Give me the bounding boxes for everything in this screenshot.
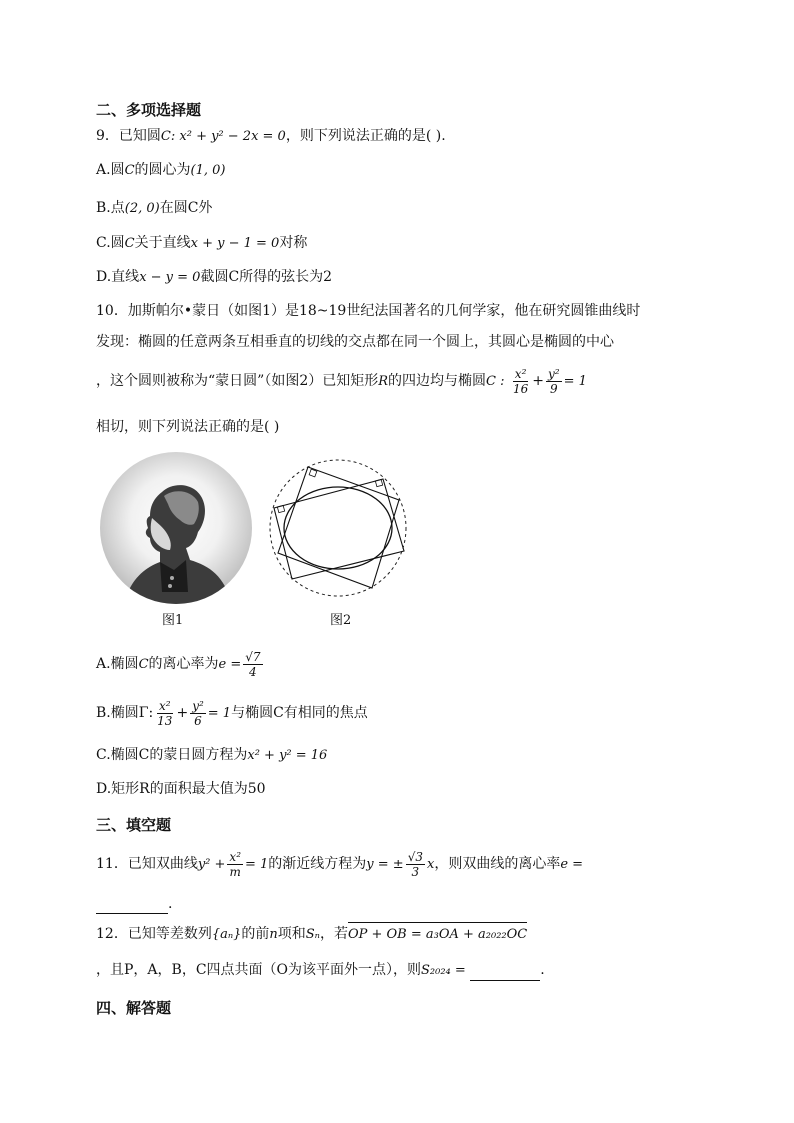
- option-math: (1, 0): [190, 163, 226, 178]
- option-text: 关于直线: [134, 235, 191, 251]
- option-math: x − y = 0: [139, 270, 201, 285]
- q9-equation: : x² + y² − 2x = 0: [170, 129, 286, 144]
- gamma-fraction-y: $\frac{\text{y²}}{6}$: [192, 698, 204, 728]
- q9-option-c: [96, 233, 307, 254]
- q11-asymptote-fraction: $\frac{√3}{3}$: [407, 849, 423, 879]
- q9-tail: ，则下列说法正确的是( ).: [285, 128, 446, 144]
- option-label: B.椭圆Γ:: [96, 705, 154, 721]
- q12-text: 的前: [241, 926, 270, 942]
- q9-option-d: [96, 267, 332, 288]
- option-label: A.椭圆: [96, 656, 139, 672]
- q10-text: 的四边均与椭圆: [388, 373, 487, 389]
- q10-var-c: C :: [486, 374, 505, 389]
- q10-option-c: [96, 745, 327, 766]
- q9-circle-name: C: [160, 129, 171, 144]
- option-label: D.直线: [96, 269, 140, 285]
- rectangle-r: [274, 479, 404, 579]
- q11-text: 11．已知双曲线: [96, 856, 198, 872]
- question-9-stem: [96, 126, 446, 147]
- ellipse-rhs: = 1: [563, 374, 587, 389]
- q10-figures: [96, 452, 426, 632]
- q11-text: 的渐近线方程为: [268, 856, 367, 872]
- q11-math: = 1: [245, 857, 269, 872]
- question-11: [96, 846, 583, 883]
- option-math: = 1: [207, 706, 232, 721]
- option-math: e =: [218, 657, 242, 672]
- option-label: A.圆: [96, 162, 125, 178]
- q10-option-b: B.椭圆Γ: $\frac{\text{x²}}{13}$ + $\frac{\text{y²}}{6}$ = 1与椭圆C有相同的焦点: [96, 698, 368, 728]
- option-math: (2, 0): [124, 201, 160, 216]
- option-text: 在圆C外: [159, 200, 213, 216]
- q12-answer-blank[interactable]: [470, 966, 540, 981]
- option-var: C: [124, 163, 135, 178]
- portrait-silhouette-icon: [100, 452, 252, 604]
- option-text: 与椭圆C有相同的焦点: [231, 705, 368, 721]
- q11-math: y = ±: [366, 857, 404, 872]
- option-math: x + y − 1 = 0: [190, 236, 280, 251]
- q11-fraction: $\frac{\text{x²}}{m}$: [229, 849, 241, 879]
- q11-answer-blank[interactable]: [96, 899, 168, 914]
- q12-text: ，且P，A，B，C四点共面（O为该平面外一点），则: [96, 962, 422, 978]
- q12-text: 12．已知等差数列: [96, 926, 212, 942]
- ellipse-fraction-x: $\frac{\text{x²}}{16}$: [512, 366, 529, 396]
- figure-2-caption: 图2: [330, 613, 352, 628]
- q10-option-a: [96, 646, 265, 683]
- option-text: 截圆C所得的弦长为2: [200, 269, 333, 285]
- q12-vector-equation: OP + OB = a₃OA + a₂₀₂₂OC: [348, 925, 527, 945]
- option-label: C.圆: [96, 235, 125, 251]
- question-12-line-1: [96, 924, 527, 945]
- section-title-solutions: 四、解答题: [96, 999, 172, 1017]
- option-math: x² + y² = 16: [247, 748, 328, 763]
- q11-math: e =: [560, 857, 584, 872]
- question-12-line-2: ，且P，A，B，C四点共面（O为该平面外一点），则S₂₀₂₄ = .: [96, 960, 545, 981]
- section-title-multiple-choice: 二、多项选择题: [96, 101, 202, 119]
- q10-var-r: R: [378, 374, 389, 389]
- ellipse-c: [284, 487, 392, 569]
- section-title-fill-in: 三、填空题: [96, 816, 172, 834]
- option-text: 的圆心为: [134, 162, 191, 178]
- q9-option-a: [96, 160, 225, 181]
- q9-option-b: [96, 198, 212, 219]
- q11-math: y² +: [197, 857, 226, 872]
- q12-math: S₂₀₂₄ =: [421, 963, 466, 978]
- q10-line-1: 10．加斯帕尔•蒙日（如图1）是18~19世纪法国著名的几何学家，他在研究圆锥曲线时: [96, 303, 641, 319]
- q11-text: ，则双曲线的离心率: [434, 856, 561, 872]
- option-text: 对称: [279, 235, 308, 251]
- ellipse-fraction-y: $\frac{\text{y²}}{9}$: [547, 366, 560, 396]
- q10-line-3: ，这个圆则被称为“蒙日圆”（如图2）已知矩形R的四边均与椭圆C : $\frac{\text{x²}}{16}$ + $\frac{\text{y²}}{9}$ = 1: [96, 366, 587, 396]
- q10-line-4: 相切，则下列说法正确的是( ): [96, 419, 280, 435]
- eccentricity-fraction: $\frac{√7}{4}$: [245, 649, 261, 679]
- option-var: C: [138, 657, 149, 672]
- q11-answer-blank-line: .: [96, 894, 172, 914]
- q12-math: n: [269, 927, 278, 942]
- gamma-fraction-x: $\frac{\text{x²}}{13}$: [157, 698, 173, 728]
- option-var: C: [124, 236, 135, 251]
- q11-math: x: [426, 857, 435, 872]
- option-text: C.椭圆C的蒙日圆方程为: [96, 747, 248, 763]
- monge-circle-diagram: [268, 458, 408, 598]
- figure-1-caption: 图1: [162, 613, 184, 628]
- q12-math: Sₙ: [305, 927, 320, 942]
- q10-text: ，这个圆则被称为“蒙日圆”（如图2）已知矩形: [96, 373, 379, 389]
- q12-text: ，若: [319, 926, 348, 942]
- rectangle-second: [278, 467, 399, 588]
- monge-portrait: [100, 452, 252, 604]
- q10-line-2: 发现：椭圆的任意两条互相垂直的切线的交点都在同一个圆上，其圆心是椭圆的中心: [96, 334, 614, 350]
- option-text: 的离心率为: [148, 656, 219, 672]
- q12-text: 项和: [277, 926, 306, 942]
- q10-option-d: D.矩形R的面积最大值为50: [96, 781, 266, 797]
- q12-math: {aₙ}: [211, 927, 242, 942]
- q9-number: 9．已知圆: [96, 128, 161, 144]
- option-label: B.点: [96, 200, 125, 216]
